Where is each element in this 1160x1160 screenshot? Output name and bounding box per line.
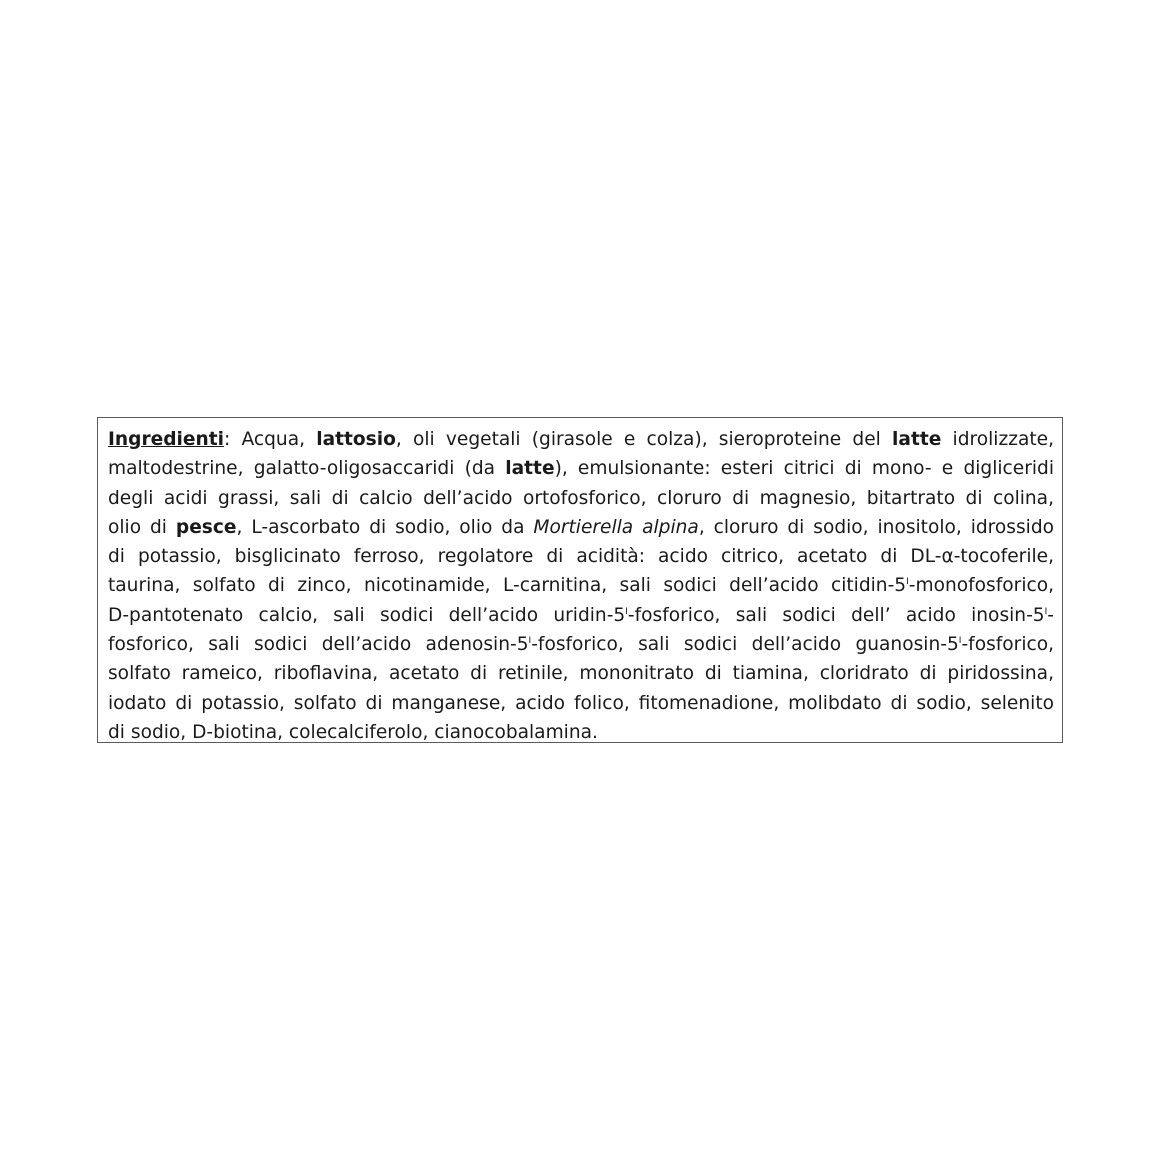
ingredient-text: , L-ascorbato di sodio, olio da	[236, 516, 534, 538]
ingredient-text: di potassio, bisglicinato ferroso, regolatore di acidità: acido citrico, acetato di DL-α-tocoferile,	[108, 546, 1054, 568]
ingredient-text: -fosforico, sali sodici dell’ acido inosin-5	[627, 604, 1045, 626]
ingredient-line	[108, 542, 1054, 571]
ingredient-line	[108, 689, 1054, 718]
ingredient-text: -monofosforico,	[908, 575, 1054, 597]
ingredient-text: iodato di potassio, solfato di manganese, acido folico, fitomenadione, molibdato di sodio, selenito	[108, 692, 1054, 714]
ingredients-heading: Ingredienti	[108, 429, 225, 450]
ingredient-text: , oli vegetali (girasole e colza), sieroproteine del	[395, 429, 893, 450]
ingredient-line	[108, 513, 1054, 542]
ingredient-text: D-pantotenato calcio, sali sodici dell’acido uridin-5	[108, 604, 626, 626]
ingredient-line	[108, 484, 1054, 513]
allergen-text: pesce	[175, 516, 237, 538]
ingredient-line	[108, 571, 1054, 600]
superscript: I	[1044, 606, 1048, 617]
ingredient-text: -	[1047, 604, 1054, 626]
superscript: I	[528, 636, 532, 647]
ingredient-line	[108, 454, 1054, 483]
ingredient-text: fosforico, sali sodici dell’acido adenosin-5	[108, 634, 529, 656]
ingredient-text: maltodestrine, galatto-oligosaccaridi (da	[108, 458, 506, 480]
ingredient-text: taurina, solfato di zinco, nicotinamide, L-carnitina, sali sodici dell’acido citidin-5	[108, 575, 907, 597]
ingredient-text: di sodio, D-biotina, colecalciferolo, cianocobalamina.	[108, 721, 598, 743]
superscript: I	[906, 577, 909, 588]
ingredient-line	[108, 659, 1054, 688]
allergen-text: latte	[505, 458, 555, 480]
superscript: I	[958, 636, 962, 647]
ingredient-text: olio di	[108, 516, 176, 538]
ingredient-text: -fosforico, sali sodici dell’acido guanosin-5	[531, 634, 959, 656]
ingredients-box	[97, 417, 1063, 743]
allergen-text: latte	[892, 429, 942, 450]
ingredient-line	[108, 425, 1054, 454]
allergen-text: lattosio	[316, 429, 396, 450]
species-name: Mortierella alpina	[533, 516, 699, 538]
ingredient-text: -fosforico,	[961, 634, 1054, 656]
ingredient-text: idrolizzate,	[941, 429, 1054, 450]
ingredient-text: , cloruro di sodio, inositolo, idrossido	[698, 516, 1055, 538]
ingredient-text: degli acidi grassi, sali di calcio dell’acido ortofosforico, cloruro di magnesio, bitartrato di colina,	[108, 487, 1054, 509]
ingredient-line	[108, 718, 1054, 747]
ingredient-line	[108, 630, 1054, 659]
ingredient-line	[108, 601, 1054, 630]
ingredient-text: ), emulsionante: esteri citrici di mono- e digliceridi	[554, 458, 1054, 480]
ingredient-text: solfato rameico, riboflavina, acetato di retinile, mononitrato di tiamina, cloridrato di piridossina,	[108, 663, 1054, 685]
ingredient-text: : Acqua,	[224, 429, 317, 450]
superscript: I	[625, 606, 628, 617]
ingredients-text	[108, 425, 1054, 747]
